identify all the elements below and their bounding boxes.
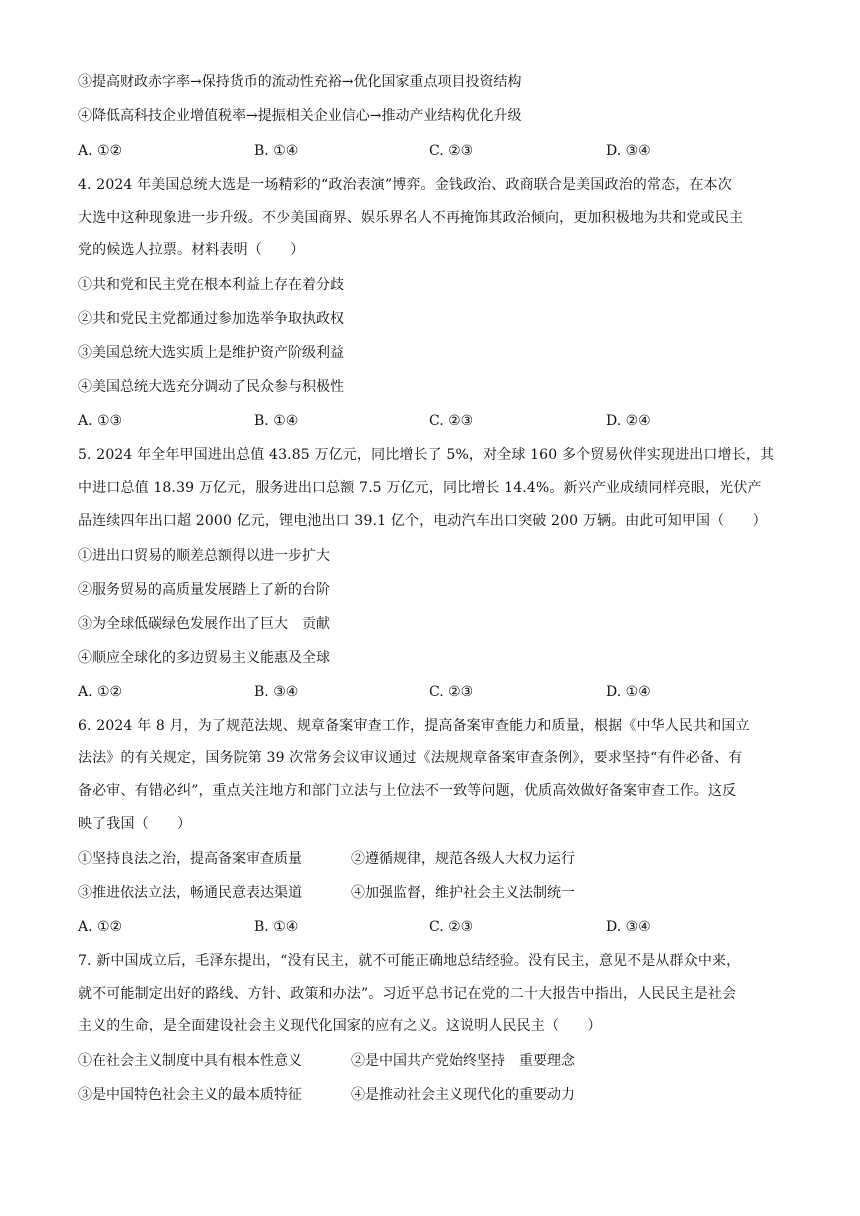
q6-stem-line-4: 映了我国（ ） xyxy=(78,816,192,832)
q4-option-d[interactable]: D. ②④ xyxy=(606,413,651,429)
q5-option-c[interactable]: C. ②③ xyxy=(429,684,474,700)
q7-item-1: ①在社会主义制度中具有根本性意义 xyxy=(78,1053,302,1069)
q5-item-4: ④顺应全球化的多边贸易主义能惠及全球 xyxy=(78,650,330,666)
q6-option-b[interactable]: B. ①④ xyxy=(254,919,299,935)
q7-item-2: ②是中国共产党始终坚持 重要理念 xyxy=(351,1053,575,1069)
q7-stem-line-2: 就不可能制定出好的路线、方针、政策和办法”。习近平总书记在党的二十大报告中指出，人民民主是社会 xyxy=(78,986,737,1002)
q5-option-a[interactable]: A. ①② xyxy=(78,684,123,700)
q5-item-3: ③为全球低碳绿色发展作出了巨大 贡献 xyxy=(78,616,330,632)
q7-stem-line-1: 7. 新中国成立后，毛泽东提出，“没有民主，就不可能正确地总结经验。没有民主，意见不是从群众中来， xyxy=(78,953,741,969)
q6-item-4: ④加强监督，维护社会主义法制统一 xyxy=(351,885,575,901)
q5-option-d[interactable]: D. ①④ xyxy=(606,684,651,700)
q3-option-a[interactable]: A. ①② xyxy=(78,143,123,159)
q6-item-3: ③推进依法立法，畅通民意表达渠道 xyxy=(78,885,302,901)
q4-option-b[interactable]: B. ①④ xyxy=(254,413,299,429)
q7-item-3: ③是中国特色社会主义的最本质特征 xyxy=(78,1087,302,1103)
q7-stem-line-3: 主义的生命，是全面建设社会主义现代化国家的应有之义。这说明人民民主（ ） xyxy=(78,1018,602,1034)
q4-option-a[interactable]: A. ①③ xyxy=(78,413,123,429)
q3-item-3: ③提高财政赤字率→保持货币的流动性充裕→优化国家重点项目投资结构 xyxy=(78,74,522,90)
q3-options xyxy=(78,141,798,161)
q4-item-4: ④美国总统大选充分调动了民众参与积极性 xyxy=(78,379,344,395)
q4-option-c[interactable]: C. ②③ xyxy=(429,413,474,429)
q5-options xyxy=(78,682,798,702)
q5-item-2: ②服务贸易的高质量发展踏上了新的台阶 xyxy=(78,582,330,598)
q6-stem-line-2: 法法》的有关规定，国务院第 39 次常务会议审议通过《法规规章备案审查条例》，要求坚持“有件必备、有 xyxy=(78,750,743,766)
q3-option-d[interactable]: D. ③④ xyxy=(606,143,651,159)
q7-items-row-2 xyxy=(78,1085,798,1105)
q7-item-4: ④是推动社会主义现代化的重要动力 xyxy=(351,1087,575,1103)
q6-stem-line-1: 6. 2024 年 8 月，为了规范法规、规章备案审查工作，提高备案审查能力和质量，根据《中华人民共和国立 xyxy=(78,718,750,734)
q6-stem-line-3: 备必审、有错必纠”，重点关注地方和部门立法与上位法不一致等问题，优质高效做好备案审查工作。这反 xyxy=(78,783,737,799)
q6-item-1: ①坚持良法之治，提高备案审查质量 xyxy=(78,851,302,867)
q5-stem-line-1: 5. 2024 年全年甲国进出总值 43.85 万亿元，同比增长了 5%，对全球 160 多个贸易伙伴实现进出口增长，其 xyxy=(78,447,775,463)
q4-options xyxy=(78,411,798,431)
q5-stem-line-3: 品连续四年出口超 2000 亿元，锂电池出口 39.1 亿个，电动汽车出口突破 200 万辆。由此可知甲国（ ） xyxy=(78,513,767,529)
q6-options xyxy=(78,917,798,937)
q4-stem-line-1: 4. 2024 年美国总统大选是一场精彩的“政治表演”博弈。金钱政治、政商联合是美国政治的常态，在本次 xyxy=(78,177,732,193)
q5-stem-line-2: 中进口总值 18.39 万亿元，服务进出口总额 7.5 万亿元，同比增长 14.4%。新兴产业成绩同样亮眼，光伏产 xyxy=(78,480,762,496)
q3-option-c[interactable]: C. ②③ xyxy=(429,143,474,159)
q5-item-1: ①进出口贸易的顺差总额得以进一步扩大 xyxy=(78,548,330,564)
q3-option-b[interactable]: B. ①④ xyxy=(254,143,299,159)
q6-items-row-1 xyxy=(78,849,798,869)
q5-option-b[interactable]: B. ③④ xyxy=(254,684,299,700)
q6-option-d[interactable]: D. ③④ xyxy=(606,919,651,935)
q3-item-4: ④降低高科技企业增值税率→提振相关企业信心→推动产业结构优化升级 xyxy=(78,108,522,124)
q4-stem-line-3: 党的候选人拉票。材料表明（ ） xyxy=(78,242,305,258)
q6-items-row-2 xyxy=(78,883,798,903)
q4-item-2: ②共和党民主党都通过参加选举争取执政权 xyxy=(78,311,344,327)
q4-item-3: ③美国总统大选实质上是维护资产阶级利益 xyxy=(78,345,344,361)
q4-stem-line-2: 大选中这种现象进一步升级。不少美国商界、娱乐界名人不再掩饰其政治倾向，更加积极地为共和党或民主 xyxy=(78,210,744,226)
q6-option-c[interactable]: C. ②③ xyxy=(429,919,474,935)
q6-item-2: ②遵循规律，规范各级人大权力运行 xyxy=(351,851,575,867)
q7-items-row-1 xyxy=(78,1051,798,1071)
q6-option-a[interactable]: A. ①② xyxy=(78,919,123,935)
q4-item-1: ①共和党和民主党在根本利益上存在着分歧 xyxy=(78,277,344,293)
